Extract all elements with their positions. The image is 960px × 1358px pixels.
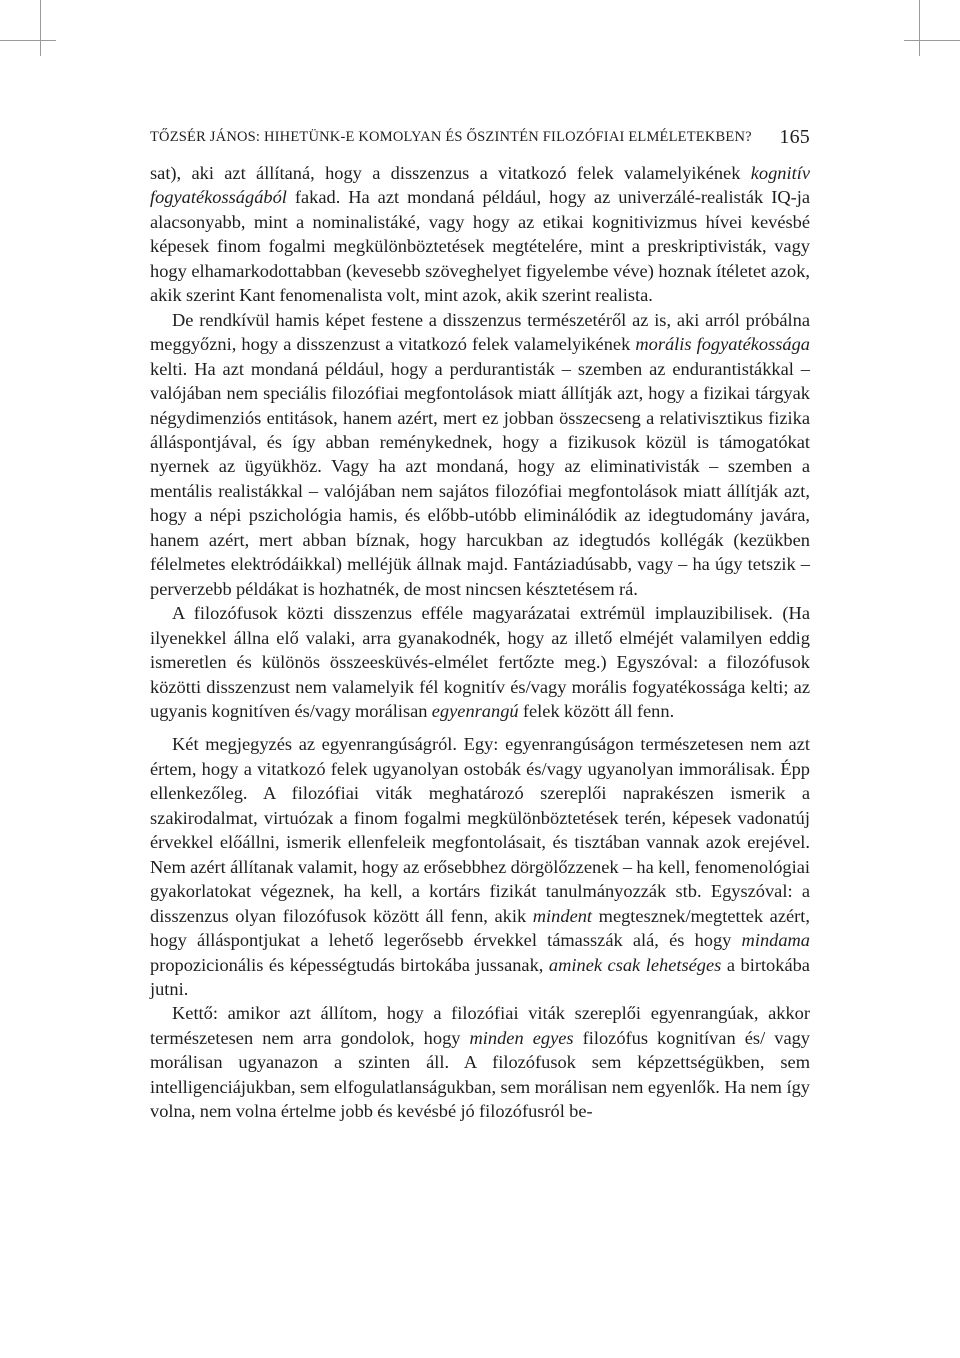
emphasis: aminek csak lehetséges <box>548 954 722 975</box>
crop-mark <box>919 0 920 56</box>
page-header <box>150 118 810 152</box>
emphasis: mindama <box>741 930 810 951</box>
paragraph: A filozófusok közti disszenzus efféle magyarázatai extrémül implauzibilisek. (Ha ilyenekkel állna elő valaki, arra gyanakodnék, hogy az illető elméjét valamilyen eddig ismeretlen és különös összeesküvés-elmélet fertőzte meg.) Egyszóval: a filozófusok közötti disszenzust nem valamelyik fél kognitív és/vagy morális fogyatékossága kelti; az ugyanis kognitíven és/vagy morálisan egyenrangú felek között áll fenn. <box>150 603 810 721</box>
crop-mark <box>40 0 41 56</box>
paragraph: Két megjegyzés az egyenrangúságról. Egy: egyenrangúságon természetesen nem azt értem, hogy a vitatkozó felek ugyanolyan ostobák és/vagy ugyanolyan immorálisak. Épp ellenkezőleg. A filozófiai viták meghatározó szereplői naprakészen ismerik a szakirodalmat, virtuózak a finom fogalmi megkülönböztetések terén, képesek vadonatúj érvekkel előállni, ismerik ellenfeleik megfontolásait, és tisztában vannak azok erejével. Nem azért állítanak valamit, hogy az erősebbhez dörgölőzzenek – ha kell, fenomenológiai gyakorlatokat végeznek, ha kell, a kortárs fizikát tanulmányozzák stb. Egyszóval: a disszenzus olyan filozófusok között áll fenn, akik mindent megtesznek/megtettek azért, hogy álláspontjukat a lehető legerősebb érvekkel támasszák alá, és hogy mindama propozicionális és képességtudás birtokába jussanak, aminek csak lehetséges a birtokába jutni. <box>150 734 810 999</box>
paragraph: De rendkívül hamis képet festene a disszenzus természetéről az is, aki arról próbálna meggyőzni, hogy a disszenzust a vitatkozó felek valamelyikének morális fogyatékossága kelti. Ha azt mondaná például, hogy a perdurantisták – szemben az endurantistákkal – valójában nem speciális filozófiai megfontolások miatt állítják azt, hogy a fizikai tárgyak négydimenziós entitások, hanem azért, mert ez jobban összecseng a relativisztikus fizika álláspontjával, és így abban reménykednek, hogy a fizikusok közül is támogatókat nyernek az ügyükhöz. Vagy ha azt mondaná, hogy az eliminativisták – szemben a mentális realistákkal – valójában nem sajátos filozófiai megfontolások miatt állítják azt, hogy a népi pszichológia hamis, és előbb-utóbb eliminálódik az idegtudomány javára, hanem azért, mert abban bíznak, hogy harcukban az idegtudós kollégák (kezükben félelmetes elektródáikkal) melléjük állnak majd. Fantáziadúsabb, vagy – ha úgy tetszik – perverzebb példákat is hozhatnék, de most nincsen késztetésem rá. <box>150 309 811 599</box>
emphasis: kognitív fogyatékosságából <box>150 163 810 208</box>
emphasis: egyenrangú <box>431 700 519 721</box>
emphasis: minden egyes <box>469 1027 574 1048</box>
body-text <box>150 161 810 1124</box>
page-number: 165 <box>779 126 810 148</box>
crop-mark <box>904 40 960 41</box>
emphasis: morális fogyatékossága <box>635 334 811 355</box>
paragraph: Kettő: amikor azt állítom, hogy a filozófiai viták szereplői egyenrangúak, akkor természetesen nem arra gondolok, hogy minden egyes filozófus kognitívan és/ vagy morálisan ugyanazon a szinten áll. A filozófusok sem képzettségükben, sem intelligenciájukban, sem elfogulatlanságukban, sem morálisan nem egyenlők. Ha nem így volna, nem volna értelme jobb és kevésbé jó filozófusról be- <box>150 1003 811 1122</box>
paragraph: sat), aki azt állítaná, hogy a disszenzus a vitatkozó felek valamelyikének kognitív fogyatékosságából fakad. Ha azt mondaná például, hogy az univerzálé-realisták IQ-ja alacsonyabb, mint a nominalistáké, vagy hogy az etikai kognitivizmus hívei kevésbé képesek finom fogalmi megkülönböztetések megtételére, mint a preskriptivisták, vagy hogy elhamarkodottabban (kevesebb szöveghelyet figyelembe véve) hoznak ítéletet azok, akik szerint Kant fenomenalista volt, mint azok, akik szerint realista. <box>150 163 810 306</box>
running-title: TŐZSÉR JÁNOS: HIHETÜNK-E KOMOLYAN ÉS ŐSZINTÉN FILOZÓFIAI ELMÉLETEKBEN? <box>150 129 752 145</box>
crop-mark <box>0 40 56 41</box>
emphasis: mindent <box>532 905 593 926</box>
